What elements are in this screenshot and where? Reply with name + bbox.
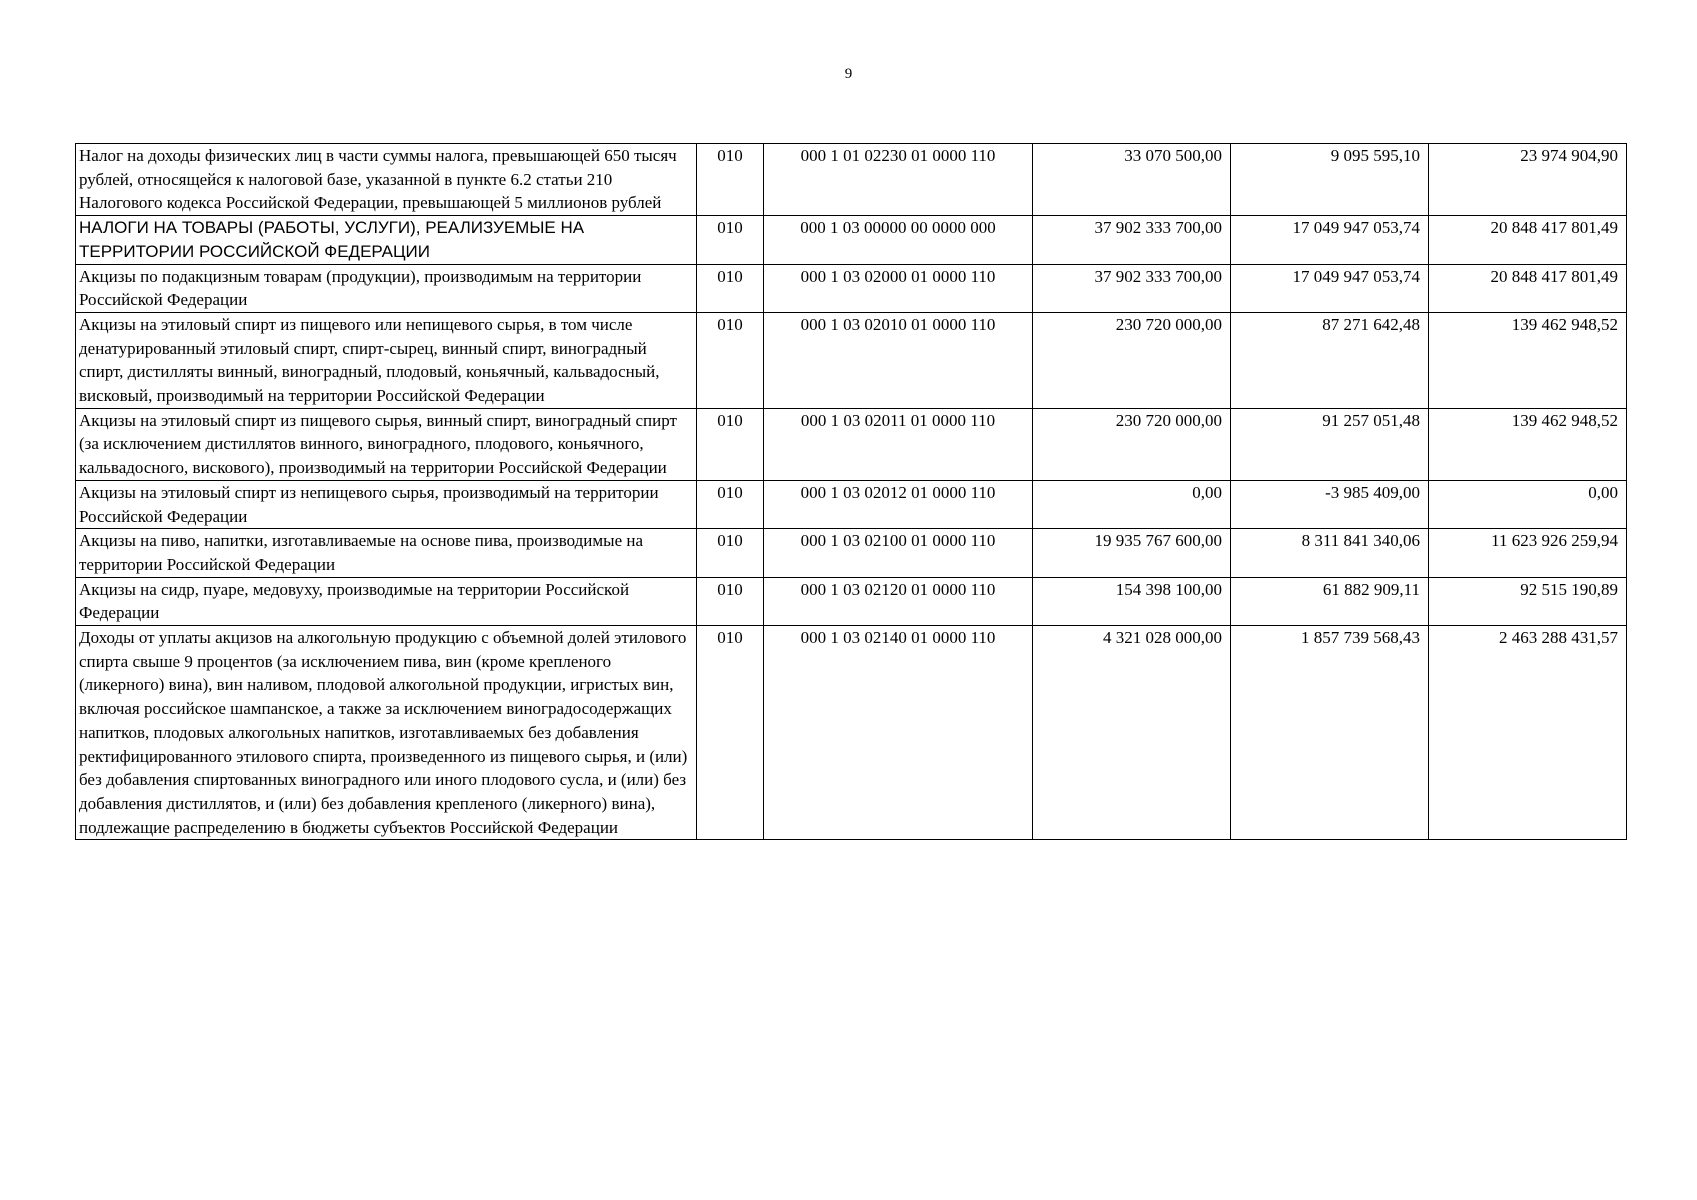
row-kbk: 000 1 03 02012 01 0000 110 — [764, 480, 1033, 528]
table-row — [76, 577, 1627, 625]
row-kbk: 000 1 01 02230 01 0000 110 — [764, 144, 1033, 216]
table-row — [76, 529, 1627, 577]
row-name: НАЛОГИ НА ТОВАРЫ (РАБОТЫ, УСЛУГИ), РЕАЛИЗУЕМЫЕ НА ТЕРРИТОРИИ РОССИЙСКОЙ ФЕДЕРАЦИИ — [76, 216, 697, 264]
row-name: Акцизы на пиво, напитки, изготавливаемые на основе пива, производимые на территории Российской Федерации — [76, 529, 697, 577]
row-approved: 230 720 000,00 — [1033, 312, 1231, 408]
row-unexecuted: 11 623 926 259,94 — [1429, 529, 1627, 577]
table-row — [76, 408, 1627, 480]
row-executed: -3 985 409,00 — [1231, 480, 1429, 528]
budget-revenue-table — [75, 143, 1627, 840]
row-approved: 37 902 333 700,00 — [1033, 216, 1231, 264]
row-code: 010 — [697, 144, 764, 216]
row-unexecuted: 0,00 — [1429, 480, 1627, 528]
row-approved: 230 720 000,00 — [1033, 408, 1231, 480]
row-code: 010 — [697, 626, 764, 840]
row-unexecuted: 20 848 417 801,49 — [1429, 264, 1627, 312]
row-name: Акцизы на этиловый спирт из непищевого сырья, производимый на территории Российской Федерации — [76, 480, 697, 528]
row-approved: 154 398 100,00 — [1033, 577, 1231, 625]
row-unexecuted: 23 974 904,90 — [1429, 144, 1627, 216]
row-approved: 19 935 767 600,00 — [1033, 529, 1231, 577]
row-unexecuted: 139 462 948,52 — [1429, 408, 1627, 480]
row-approved: 37 902 333 700,00 — [1033, 264, 1231, 312]
row-code: 010 — [697, 264, 764, 312]
row-unexecuted: 139 462 948,52 — [1429, 312, 1627, 408]
table-row — [76, 144, 1627, 216]
row-kbk: 000 1 03 02010 01 0000 110 — [764, 312, 1033, 408]
row-executed: 1 857 739 568,43 — [1231, 626, 1429, 840]
table-row — [76, 216, 1627, 264]
row-name: Доходы от уплаты акцизов на алкогольную продукцию с объемной долей этилового спирта свыше 9 процентов (за исключением пива, вин (кроме крепленого (ликерного) вина), вин наливом, плодовой алкогольной продукции, игристых вин, включая российское шампанское, а также за исключением виноградосодержащих напитков, плодовых алкогольных напитков, изготавливаемых без добавления ректифицированного этилового спирта, произведенного из пищевого сырья, и (или) без добавления спиртованных виноградного или иного плодового сусла, и (или) без добавления дистиллятов, и (или) без добавления крепленого (ликерного) вина), подлежащие распределению в бюджеты субъектов Российской Федерации — [76, 626, 697, 840]
row-code: 010 — [697, 480, 764, 528]
row-executed: 9 095 595,10 — [1231, 144, 1429, 216]
row-code: 010 — [697, 216, 764, 264]
row-name: Акцизы на сидр, пуаре, медовуху, производимые на территории Российской Федерации — [76, 577, 697, 625]
table-row — [76, 480, 1627, 528]
row-kbk: 000 1 03 02140 01 0000 110 — [764, 626, 1033, 840]
row-approved: 33 070 500,00 — [1033, 144, 1231, 216]
row-executed: 91 257 051,48 — [1231, 408, 1429, 480]
row-code: 010 — [697, 529, 764, 577]
row-executed: 61 882 909,11 — [1231, 577, 1429, 625]
row-executed: 17 049 947 053,74 — [1231, 264, 1429, 312]
row-approved: 4 321 028 000,00 — [1033, 626, 1231, 840]
table-row — [76, 626, 1627, 840]
row-kbk: 000 1 03 00000 00 0000 000 — [764, 216, 1033, 264]
row-unexecuted: 2 463 288 431,57 — [1429, 626, 1627, 840]
row-unexecuted: 92 515 190,89 — [1429, 577, 1627, 625]
page-number: 9 — [844, 66, 853, 82]
row-executed: 17 049 947 053,74 — [1231, 216, 1429, 264]
row-kbk: 000 1 03 02120 01 0000 110 — [764, 577, 1033, 625]
row-code: 010 — [697, 577, 764, 625]
row-unexecuted: 20 848 417 801,49 — [1429, 216, 1627, 264]
row-code: 010 — [697, 312, 764, 408]
row-approved: 0,00 — [1033, 480, 1231, 528]
row-code: 010 — [697, 408, 764, 480]
row-name: Акцизы по подакцизным товарам (продукции), производимым на территории Российской Федерации — [76, 264, 697, 312]
row-name: Акцизы на этиловый спирт из пищевого сырья, винный спирт, виноградный спирт (за исключением дистиллятов винного, виноградного, плодового, коньячного, кальвадосного, вискового), производимый на территории Российской Федерации — [76, 408, 697, 480]
row-executed: 8 311 841 340,06 — [1231, 529, 1429, 577]
table-row — [76, 264, 1627, 312]
row-name: Акцизы на этиловый спирт из пищевого или непищевого сырья, в том числе денатурированный этиловый спирт, спирт-сырец, винный спирт, виноградный спирт, дистилляты винный, виноградный, плодовый, коньячный, кальвадосный, висковый, производимый на территории Российской Федерации — [76, 312, 697, 408]
row-kbk: 000 1 03 02000 01 0000 110 — [764, 264, 1033, 312]
row-executed: 87 271 642,48 — [1231, 312, 1429, 408]
table-row — [76, 312, 1627, 408]
row-name: Налог на доходы физических лиц в части суммы налога, превышающей 650 тысяч рублей, относящейся к налоговой базе, указанной в пункте 6.2 статьи 210 Налогового кодекса Российской Федерации, превышающей 5 миллионов рублей — [76, 144, 697, 216]
row-kbk: 000 1 03 02011 01 0000 110 — [764, 408, 1033, 480]
row-kbk: 000 1 03 02100 01 0000 110 — [764, 529, 1033, 577]
